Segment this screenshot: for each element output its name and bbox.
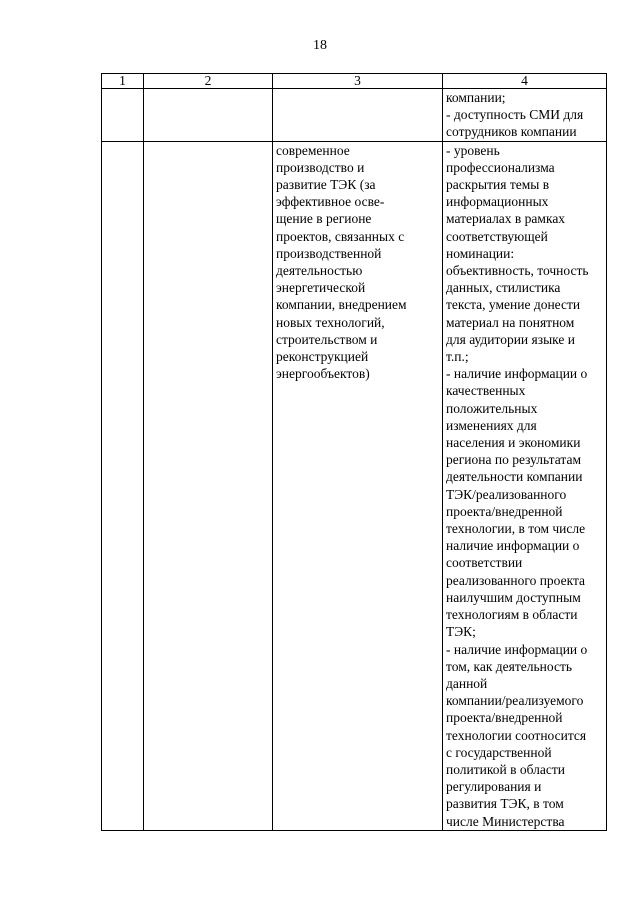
cell-text-line: объективность, точность	[446, 263, 589, 279]
cell-text-line: соответствующей	[446, 228, 548, 244]
cell-text-line: щение в регионе	[276, 211, 372, 227]
cell-text-line: номинации:	[446, 245, 515, 261]
table-header-row	[102, 74, 607, 89]
cell-text-line: проекта/внедренной	[446, 503, 563, 519]
cell-text-line: проектов, связанных с	[276, 228, 405, 244]
cell-text-line: производственной	[276, 245, 382, 261]
cell-text-line: с государственной	[446, 744, 552, 760]
cell-text-line: профессионализма	[446, 159, 555, 175]
cell-text-line: деятельности компании	[446, 469, 583, 485]
column-number-2: 2	[144, 74, 273, 89]
cell-text-line: компании, внедрением	[276, 297, 407, 313]
table-cell-col3	[273, 89, 443, 142]
cell-text-line: проекта/внедренной	[446, 710, 563, 726]
cell-text-line: соответствии	[446, 555, 523, 571]
cell-text-line: информационных	[446, 194, 549, 210]
table-cell-col1	[102, 141, 144, 830]
cell-text-line: регулирования и	[446, 779, 542, 795]
table-cell-col3	[273, 141, 443, 830]
cell-text-line: материалах в рамках	[446, 211, 566, 227]
cell-text-line: энергетической	[276, 280, 366, 296]
cell-text-line: технологии, в том числе	[446, 521, 586, 537]
table-row	[102, 89, 607, 142]
column-number-1: 1	[102, 74, 144, 89]
cell-text-line: - наличие информации о	[446, 366, 588, 382]
cell-text-line: развития ТЭК, в том	[446, 796, 564, 812]
cell-text-line: - уровень	[446, 142, 500, 158]
cell-text-line: ТЭК;	[446, 624, 476, 640]
cell-text-line: строительством и	[276, 331, 378, 347]
cell-text-line: развитие ТЭК (за	[276, 177, 376, 193]
cell-text-line: качественных	[446, 383, 526, 399]
cell-text-line: текста, умение донести	[446, 297, 581, 313]
cell-text-line: данных, стилистика	[446, 280, 561, 296]
table-cell-col4	[443, 89, 607, 142]
cell-text-line: - доступность СМИ для	[446, 107, 584, 123]
cell-text-line: реализованного проекта	[446, 572, 586, 588]
cell-text-line: производство и	[276, 159, 365, 175]
table-cell-col2	[144, 89, 273, 142]
criteria-table	[101, 73, 607, 831]
cell-text-line: раскрытия темы в	[446, 177, 550, 193]
cell-text-line: технологии соотносится	[446, 727, 587, 743]
cell-text-line: том, как деятельность	[446, 658, 573, 674]
cell-text-line: - наличие информации о	[446, 641, 588, 657]
table-cell-col1	[102, 89, 144, 142]
cell-text-line: т.п.;	[446, 349, 469, 365]
cell-text-line: компании/реализуемого	[446, 693, 584, 709]
cell-text-line: материал на понятном	[446, 314, 575, 330]
cell-text-line: изменениях для	[446, 417, 537, 433]
table-cell-col4	[443, 141, 607, 830]
page-number: 18	[313, 38, 327, 53]
cell-text-line: деятельностью	[276, 263, 363, 279]
cell-text-line: эффективное осве-	[276, 194, 385, 210]
cell-text-line: региона по результатам	[446, 452, 581, 468]
cell-text-line: современное	[276, 142, 350, 158]
cell-text-line: данной	[446, 675, 488, 691]
cell-text-line: новых технологий,	[276, 314, 385, 330]
cell-text-line: реконструкцией	[276, 349, 369, 365]
cell-text-line: политикой в области	[446, 761, 565, 777]
cell-text-line: компании;	[446, 90, 506, 105]
column-number-4: 4	[443, 74, 607, 89]
cell-text-line: населения и экономики	[446, 435, 581, 451]
cell-text-line: для аудитории языке и	[446, 331, 575, 347]
cell-text-line: положительных	[446, 400, 538, 416]
cell-text-line: сотрудников компании	[446, 124, 577, 140]
cell-text-line: энергообъектов)	[276, 366, 370, 382]
table-row	[102, 141, 607, 830]
cell-text-line: технологиям в области	[446, 607, 578, 623]
column-number-3: 3	[273, 74, 443, 89]
cell-text-line: ТЭК/реализованного	[446, 486, 567, 502]
cell-text-line: наилучшим доступным	[446, 589, 581, 605]
cell-text-line: числе Министерства	[446, 813, 565, 829]
table-cell-col2	[144, 141, 273, 830]
cell-text-line: наличие информации о	[446, 538, 580, 554]
